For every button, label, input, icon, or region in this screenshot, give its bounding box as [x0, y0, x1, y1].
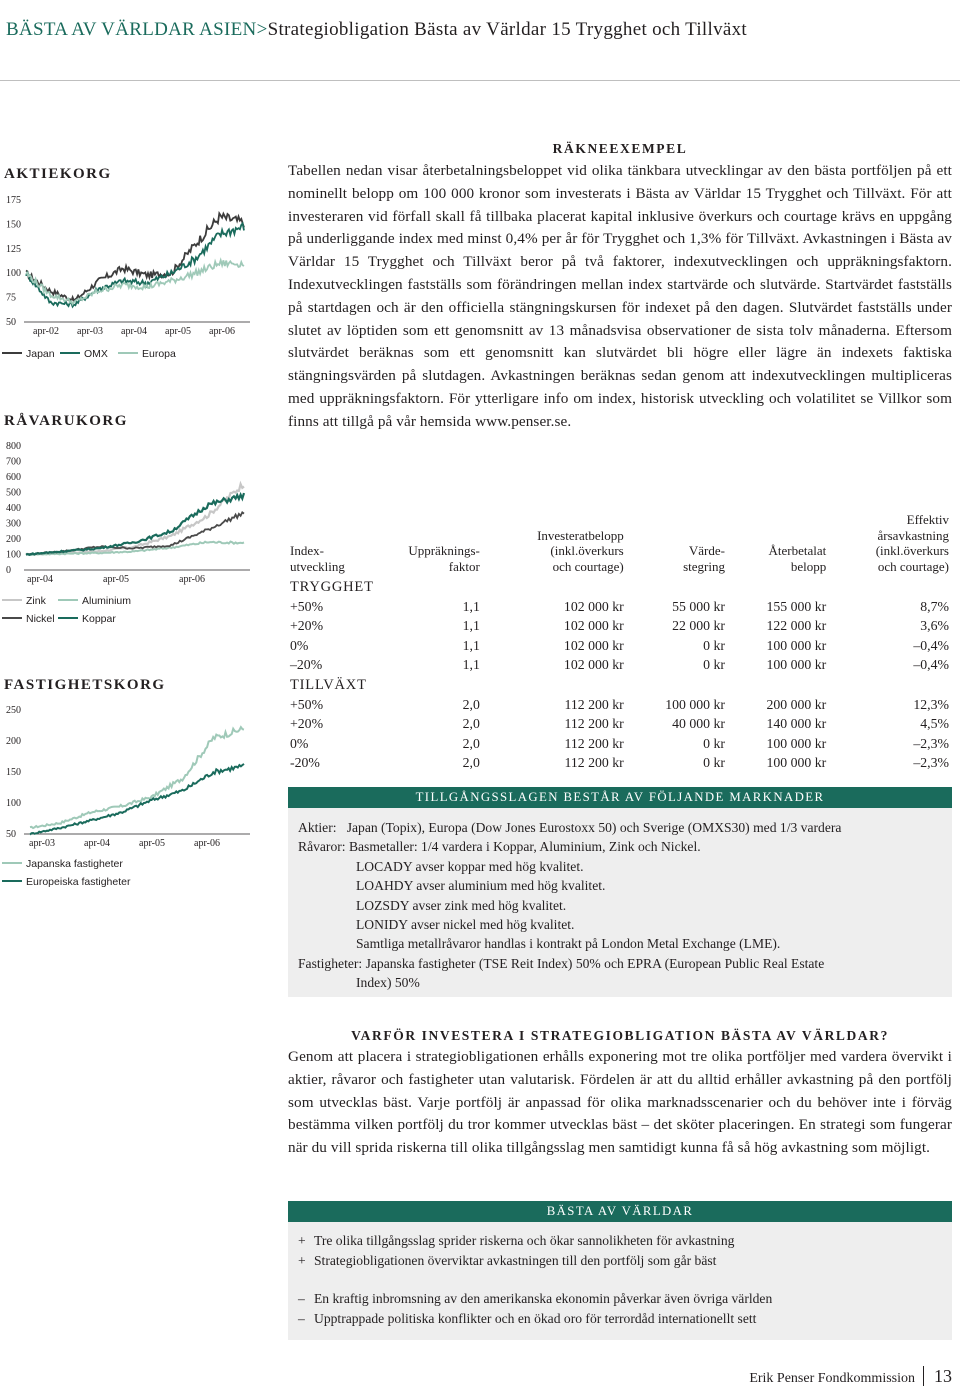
table-header-cell: Effektiv årsavkastning (inkl.överkurs och courtage) — [875, 512, 949, 574]
table-header-cell: Investeratbelopp (inkl.överkurs och courtage) — [537, 527, 624, 574]
table-cell: 112 200 kr — [564, 696, 624, 712]
x-tick-label: apr-05 — [103, 574, 129, 585]
table-cell: 112 200 kr — [564, 755, 624, 771]
page-number: 13 — [923, 1366, 952, 1386]
y-tick-label: 600 — [6, 472, 21, 483]
fastighetskorg-title: FASTIGHETSKORG — [4, 677, 166, 693]
table-row — [288, 636, 951, 656]
minus-text: En kraftig inbromsning av den amerikanska ekonomin påverkar även övriga världen — [314, 1291, 773, 1306]
assets-lme: Samtliga metallråvaror handlas i kontrakt på London Metal Exchange (LME). — [356, 936, 781, 952]
aktiekorg-svg — [0, 188, 258, 368]
table-cell: +50% — [290, 598, 324, 614]
table-cell: +50% — [290, 696, 324, 712]
ravarukorg-chart — [0, 436, 258, 636]
x-tick-label: apr-02 — [33, 326, 59, 337]
assets-line-fastigheter: Fastigheter: Japanska fastigheter (TSE Reit Index) 50% och EPRA (European Public Real Estate — [298, 955, 825, 971]
table-cell: 1,1 — [462, 618, 480, 634]
y-tick-label: 100 — [6, 268, 21, 280]
breadcrumb-section: BÄSTA AV VÄRLDAR ASIEN — [6, 19, 257, 40]
assets-line-ravaror: Råvaror: Basmetaller: 1/4 vardera i Koppar, Aluminium, Zink och Nickel. — [298, 839, 701, 855]
legend-label: Koppar — [82, 613, 116, 625]
plus-text: Strategiobligationen överviktar avkastningen till den portfölj som går bäst — [314, 1252, 717, 1268]
series-line-0 — [30, 727, 244, 828]
y-tick-label: 500 — [6, 487, 21, 499]
rakneexempel-heading: RÄKNEEXEMPEL — [552, 141, 688, 156]
legend-label: Japan — [26, 348, 55, 360]
assets-line-fastigheter-cont: Index) 50% — [356, 975, 420, 991]
table-cell: 100 000 kr — [766, 657, 827, 673]
x-tick-label: apr-04 — [84, 838, 110, 849]
assets-locady: LOCADY avser koppar med hög kvalitet. — [356, 858, 584, 874]
table-row — [288, 734, 951, 754]
y-tick-label: 75 — [6, 292, 16, 304]
table-cell: 102 000 kr — [563, 657, 624, 673]
table-cell: 100 000 kr — [766, 755, 827, 771]
table-cell: 0 kr — [703, 657, 725, 673]
table-cell: –0,4% — [913, 637, 949, 653]
return-table — [288, 512, 951, 773]
table-cell: 8,7% — [920, 598, 949, 614]
plus-text: Tre olika tillgångsslag sprider riskerna och ökar sannolikheten för avkastning — [314, 1233, 735, 1248]
series-line-1 — [30, 764, 244, 835]
y-tick-label: 150 — [6, 767, 21, 778]
legend-label: Japanska fastigheter — [26, 858, 123, 870]
y-tick-label: 50 — [6, 317, 16, 328]
plus-item — [298, 1251, 948, 1271]
y-tick-label: 800 — [6, 441, 21, 452]
minus-item — [298, 1309, 948, 1329]
plus-mark: + — [298, 1233, 306, 1248]
x-tick-label: apr-04 — [27, 574, 53, 585]
assets-banner: TILLGÅNGSSLAGEN BESTÅR AV FÖLJANDE MARKNADER — [288, 787, 952, 808]
table-cell: 100 000 kr — [766, 637, 827, 653]
y-tick-label: 700 — [6, 456, 21, 468]
y-tick-label: 200 — [6, 736, 21, 747]
y-tick-label: 250 — [6, 705, 21, 716]
table-cell: 112 200 kr — [564, 735, 624, 751]
table-row — [288, 695, 951, 715]
table-row — [288, 617, 951, 637]
table-cell: 2,0 — [462, 696, 480, 712]
table-cell: 0 kr — [703, 755, 725, 771]
table-cell: 55 000 kr — [672, 598, 725, 614]
table-cell: 102 000 kr — [563, 618, 624, 634]
table-cell: 0 kr — [703, 637, 725, 653]
table-header-cell: Uppräknings- faktor — [408, 543, 480, 574]
table-cell: +20% — [290, 716, 324, 732]
table-cell: 1,1 — [462, 657, 480, 673]
series-line-2 — [26, 260, 244, 304]
assets-lozsdy: LOZSDY avser zink med hög kvalitet. — [356, 897, 567, 913]
fastighetskorg-chart — [0, 698, 258, 893]
x-tick-label: apr-03 — [29, 838, 55, 849]
legend-label: Nickel — [26, 613, 55, 625]
table-cell: 0% — [290, 735, 309, 751]
aktiekorg-chart — [0, 188, 258, 368]
series-line-2 — [26, 512, 244, 554]
assets-line-aktier: Aktier: Japan (Topix), Europa (Dow Jones Eurostoxx 50) och Sverige (OMXS30) med 1/3 vardera — [298, 820, 842, 835]
minus-item — [298, 1289, 948, 1309]
y-tick-label: 200 — [6, 534, 21, 545]
assets-list — [298, 818, 948, 993]
ravarukorg-svg — [0, 436, 258, 636]
table-cell: 0 kr — [703, 735, 725, 751]
assets-loahdy: LOAHDY avser aluminium med hög kvalitet. — [356, 878, 606, 894]
table-cell: 2,0 — [462, 716, 480, 732]
table-header-cell: Återbetalat belopp — [768, 543, 827, 574]
table-cell: 4,5% — [920, 716, 949, 732]
table-cell: 40 000 kr — [672, 716, 725, 732]
table-cell: 200 000 kr — [766, 696, 827, 712]
basta-banner: BÄSTA AV VÄRLDAR — [288, 1201, 952, 1222]
legend-label: Aluminium — [82, 595, 132, 607]
table-cell: –0,4% — [913, 657, 949, 673]
table-header-cell: Värde- stegring — [683, 543, 725, 574]
ravarukorg-title: RÅVARUKORG — [4, 413, 128, 429]
legend-label: Zink — [26, 595, 46, 607]
table-cell: 3,6% — [920, 618, 949, 634]
table-row — [288, 715, 951, 735]
plus-mark: + — [298, 1252, 306, 1268]
y-tick-label: 100 — [6, 549, 21, 561]
y-tick-label: 100 — [6, 798, 21, 809]
page-header — [6, 19, 747, 41]
table-cell: 2,0 — [462, 755, 480, 771]
series-line-0 — [26, 484, 244, 555]
basta-minus-list — [298, 1289, 948, 1328]
x-tick-label: apr-06 — [179, 574, 205, 585]
rakneexempel-body: Tabellen nedan visar återbetalningsbeloppet vid olika tänkbara utvecklingar av den bästa portföljen på ett nominellt belopp om 100 000 kronor som investerats i Bästa av Världar 15 Trygghet och Tillväxt. För att investeraren vid förfall skall få tillbaka placerat kapital inklusive överkurs och courtage krävs en uppgång på underliggande index med minst 0,4% per år för Trygghet och 1,3% för Tillväxt. Avkastningen i Bästa av Världar 15 Trygghet och Tillväxt beror på två faktorer, indexutvecklingen och uppräkningsfaktorn. Indexutvecklingen fastställs som förändringen mellan index startvärde och slutvärde. Startvärdet fastställs på startdagen och är den officiella stängningskursen för indexet på den dagen. Slutvärdet fastställs under slutet av löptiden som ett genomsnitt av 13 månadsvisa observationer de sista tolv månaderna. Eftersom slutvärdet beräknas som ett genomsnitt kan slutvärdet bli högre eller lägre än indexets faktiska stängningsvärden på slutdagen. Avkastningen beräknas sedan genom att indexutvecklingen multipliceras med uppräkningsfaktorn. För ytterligare info om index, historisk utveckling och volatilitet se Villkor som finns att tillgå på vår hemsida www.penser.se. — [288, 162, 952, 430]
table-cell: 22 000 kr — [672, 618, 725, 634]
x-tick-label: apr-03 — [77, 326, 103, 337]
fastighetskorg-svg — [0, 698, 258, 893]
legend-label: OMX — [84, 348, 108, 360]
table-cell: –2,3% — [913, 755, 949, 771]
table-cell: 2,0 — [462, 735, 480, 751]
table-cell: 155 000 kr — [766, 598, 827, 614]
x-tick-label: apr-05 — [165, 326, 191, 337]
table-row — [288, 754, 951, 774]
table-group-row — [288, 577, 951, 597]
varfor-body: Genom att placera i strategiobligationen erhålls exponering mot tre olika portföljer med vardera övervikt i aktier, råvaror och fastigheter utan valutarisk. Fördelen är att du alltid erhåller avkastning på den portfölj som utvecklas bäst. Varje portfölj är anpassad för olika marknadsscenarier och du behöver inte i förväg bestämma vilken portfölj du tror kommer utvecklas bäst – det sköter placeringen. En strategi som fungerar när du vill sprida riskerna till olika tillgångsslag men samtidigt kunna få så hög avkastning som möjligt. — [288, 1048, 952, 1157]
y-tick-label: 300 — [6, 518, 21, 530]
header-rule — [0, 80, 960, 81]
x-tick-label: apr-05 — [139, 838, 165, 849]
table-cell: 100 000 kr — [766, 735, 827, 751]
y-tick-label: 50 — [6, 829, 16, 840]
plus-item — [298, 1231, 948, 1251]
y-tick-label: 150 — [6, 219, 21, 231]
legend-label: Europa — [142, 348, 176, 360]
table-cell: 140 000 kr — [766, 716, 827, 732]
minus-mark: – — [298, 1310, 305, 1326]
y-tick-label: 0 — [6, 565, 11, 576]
page-footer — [749, 1366, 952, 1387]
table-group-label: TRYGGHET — [290, 578, 374, 595]
table-header-cell: Index- utveckling — [290, 543, 345, 574]
y-tick-label: 175 — [6, 195, 21, 206]
table-cell: 0% — [290, 637, 309, 653]
table-row — [288, 597, 951, 617]
breadcrumb-separator: > — [256, 19, 268, 40]
table-cell: 102 000 kr — [563, 637, 624, 653]
table-cell: 1,1 — [462, 637, 480, 653]
page-title: Strategiobligation Bästa av Världar 15 Trygghet och Tillväxt — [267, 19, 748, 40]
table-cell: 112 200 kr — [564, 716, 624, 732]
table-cell: -20% — [290, 755, 320, 771]
table-group-row — [288, 675, 951, 695]
x-tick-label: apr-06 — [209, 326, 235, 337]
table-cell: 122 000 kr — [766, 618, 827, 634]
table-cell: 1,1 — [462, 598, 480, 614]
minus-text: Upptrappade politiska konflikter och en ökad oro för terrordåd internationellt sett — [314, 1310, 757, 1326]
table-group-label: TILLVÄXT — [290, 676, 367, 693]
table-body — [288, 577, 951, 773]
assets-lonidy: LONIDY avser nickel med hög kvalitet. — [356, 917, 575, 933]
minus-mark: – — [298, 1291, 305, 1306]
table-cell: –20% — [290, 657, 323, 673]
footer-company: Erik Penser Fondkommission — [749, 1371, 915, 1386]
table-cell: 102 000 kr — [563, 598, 624, 614]
table-cell: 12,3% — [913, 696, 949, 712]
table-header-row — [288, 512, 951, 577]
basta-plus-list — [298, 1231, 948, 1270]
legend-label: Europeiska fastigheter — [26, 876, 131, 888]
table-cell: –2,3% — [913, 735, 949, 751]
y-tick-label: 400 — [6, 503, 21, 514]
table-row — [288, 656, 951, 676]
aktiekorg-title: AKTIEKORG — [4, 166, 112, 182]
table-cell: +20% — [290, 618, 324, 634]
x-tick-label: apr-06 — [194, 838, 220, 849]
varfor-heading: VARFÖR INVESTERA I STRATEGIOBLIGATION BÄSTA AV VÄRLDAR? — [351, 1028, 889, 1043]
y-tick-label: 125 — [6, 243, 21, 255]
x-tick-label: apr-04 — [121, 326, 147, 337]
table-cell: 100 000 kr — [665, 696, 725, 712]
